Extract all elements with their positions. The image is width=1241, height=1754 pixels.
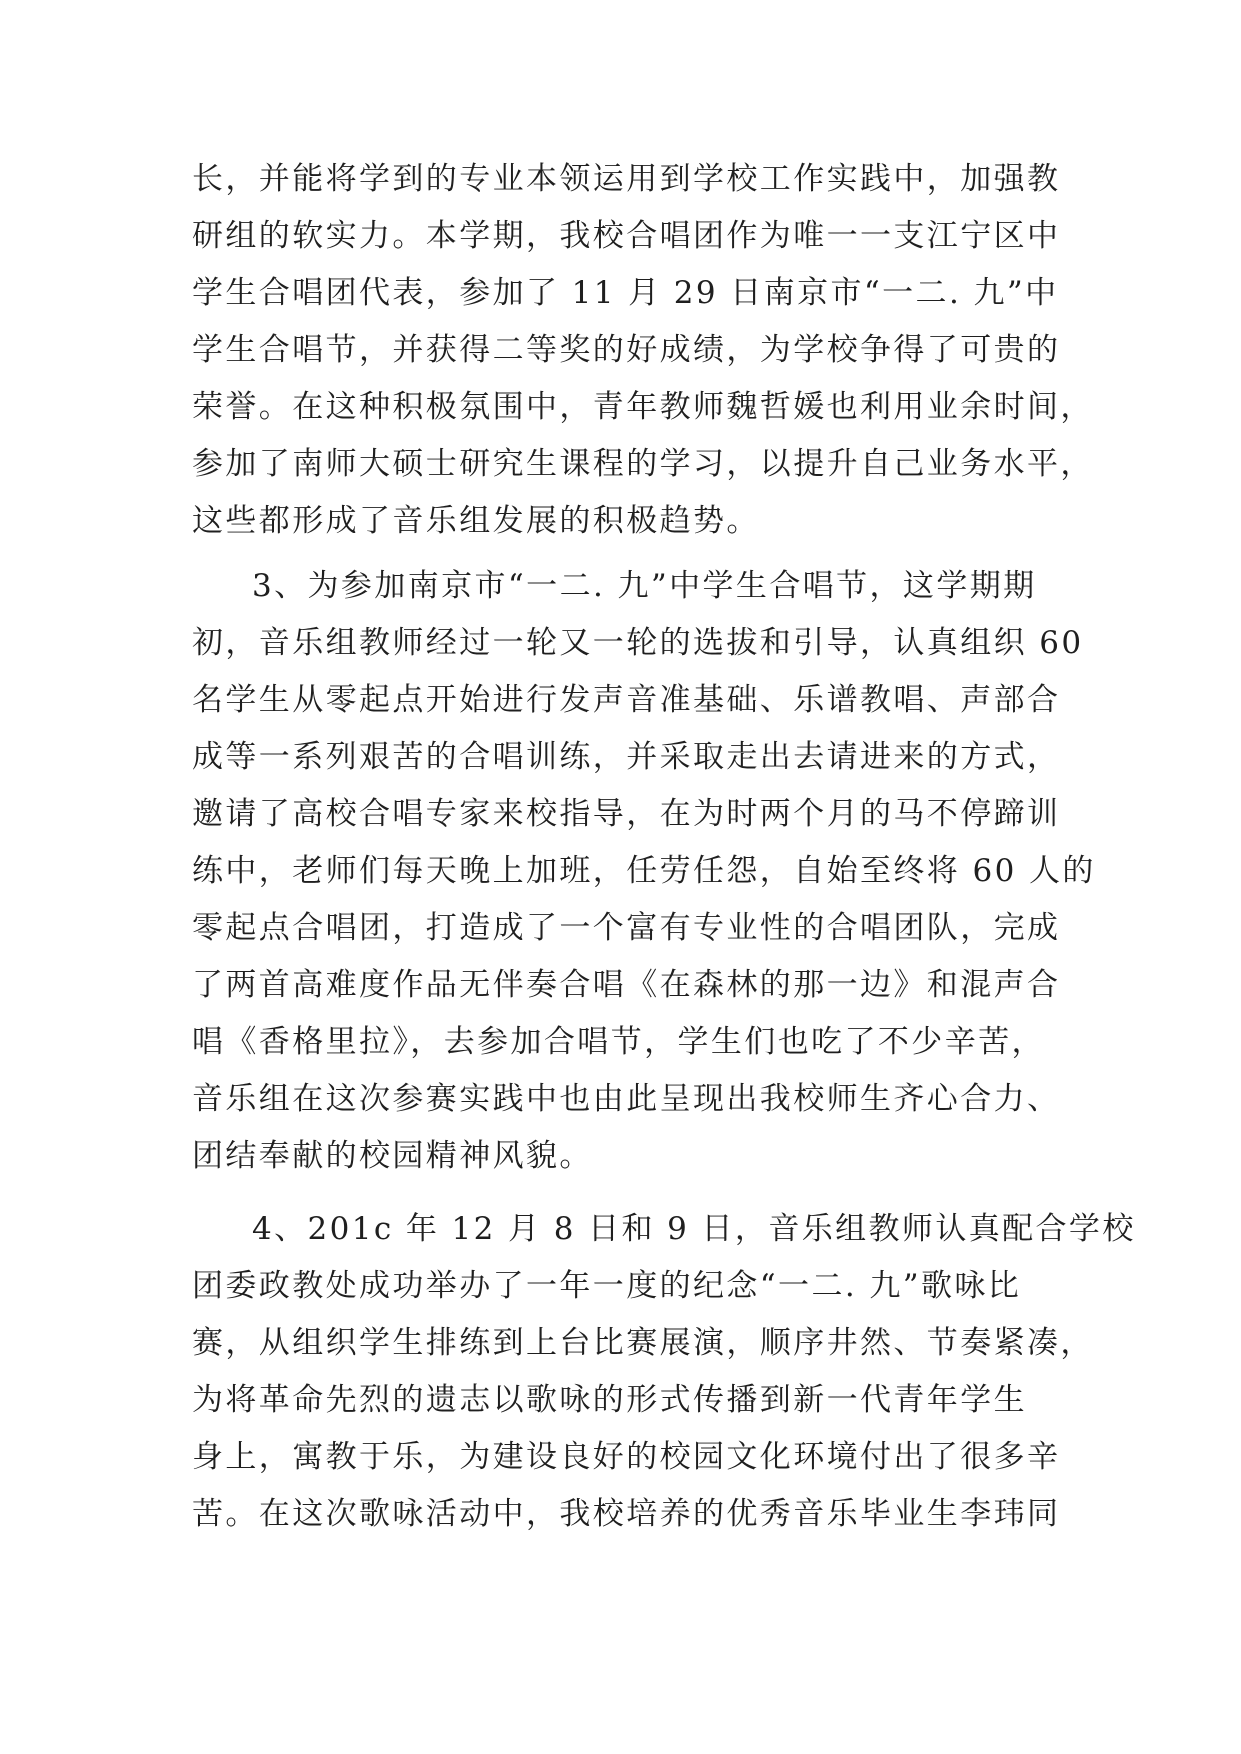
text-line: 邀请了高校合唱专家来校指导，在为时两个月的马不停蹄训 — [192, 796, 1061, 832]
text-line: 身上，寓教于乐，为建设良好的校园文化环境付出了很多辛 — [192, 1439, 1061, 1475]
text-line: 研组的软实力。本学期，我校合唱团作为唯一一支江宁区中 — [192, 218, 1061, 254]
text-line: 音乐组在这次参赛实践中也由此呈现出我校师生齐心合力、 — [192, 1081, 1061, 1117]
text-line: 初，音乐组教师经过一轮又一轮的选拔和引导，认真组织 60 — [192, 625, 1084, 661]
text-line: 练中，老师们每天晚上加班，任劳任怨，自始至终将 60 人的 — [192, 853, 1096, 889]
text-line: 荣誉。在这种积极氛围中，青年教师魏哲媛也利用业余时间， — [192, 389, 1094, 425]
text-line: 学生合唱团代表，参加了 11 月 29 日南京市“一二. 九”中 — [192, 275, 1059, 311]
text-line: 团委政教处成功举办了一年一度的纪念“一二. 九”歌咏比 — [192, 1268, 1022, 1304]
text-line: 赛，从组织学生排练到上台比赛展演，顺序井然、节奏紧凑， — [192, 1325, 1094, 1361]
text-line: 学生合唱节，并获得二等奖的好成绩，为学校争得了可贵的 — [192, 332, 1061, 368]
text-line: 唱《香格里拉》，去参加合唱节，学生们也吃了不少辛苦， — [192, 1024, 1045, 1060]
text-line: 成等一系列艰苦的合唱训练，并采取走出去请进来的方式， — [192, 739, 1061, 775]
text-line: 零起点合唱团，打造成了一个富有专业性的合唱团队，完成 — [192, 910, 1061, 946]
text-line: 了两首高难度作品无伴奏合唱《在森林的那一边》和混声合 — [192, 967, 1061, 1003]
text-line: 苦。在这次歌咏活动中，我校培养的优秀音乐毕业生李玮同 — [192, 1496, 1061, 1532]
text-line: 参加了南师大硕士研究生课程的学习，以提升自己业务水平， — [192, 446, 1094, 482]
text-line: 这些都形成了音乐组发展的积极趋势。 — [192, 503, 760, 539]
text-line: 为将革命先烈的遗志以歌咏的形式传播到新一代青年学生 — [192, 1382, 1027, 1418]
text-line: 长，并能将学到的专业本领运用到学校工作实践中，加强教 — [192, 161, 1061, 197]
text-line: 团结奉献的校园精神风貌。 — [192, 1138, 593, 1174]
paragraph-4-first-line: 4、201c 年 12 月 8 日和 9 日，音乐组教师认真配合学校 — [252, 1211, 1136, 1247]
text-line: 名学生从零起点开始进行发声音准基础、乐谱教唱、声部合 — [192, 682, 1061, 718]
paragraph-3-first-line: 3、为参加南京市“一二. 九”中学生合唱节，这学期期 — [252, 568, 1037, 604]
